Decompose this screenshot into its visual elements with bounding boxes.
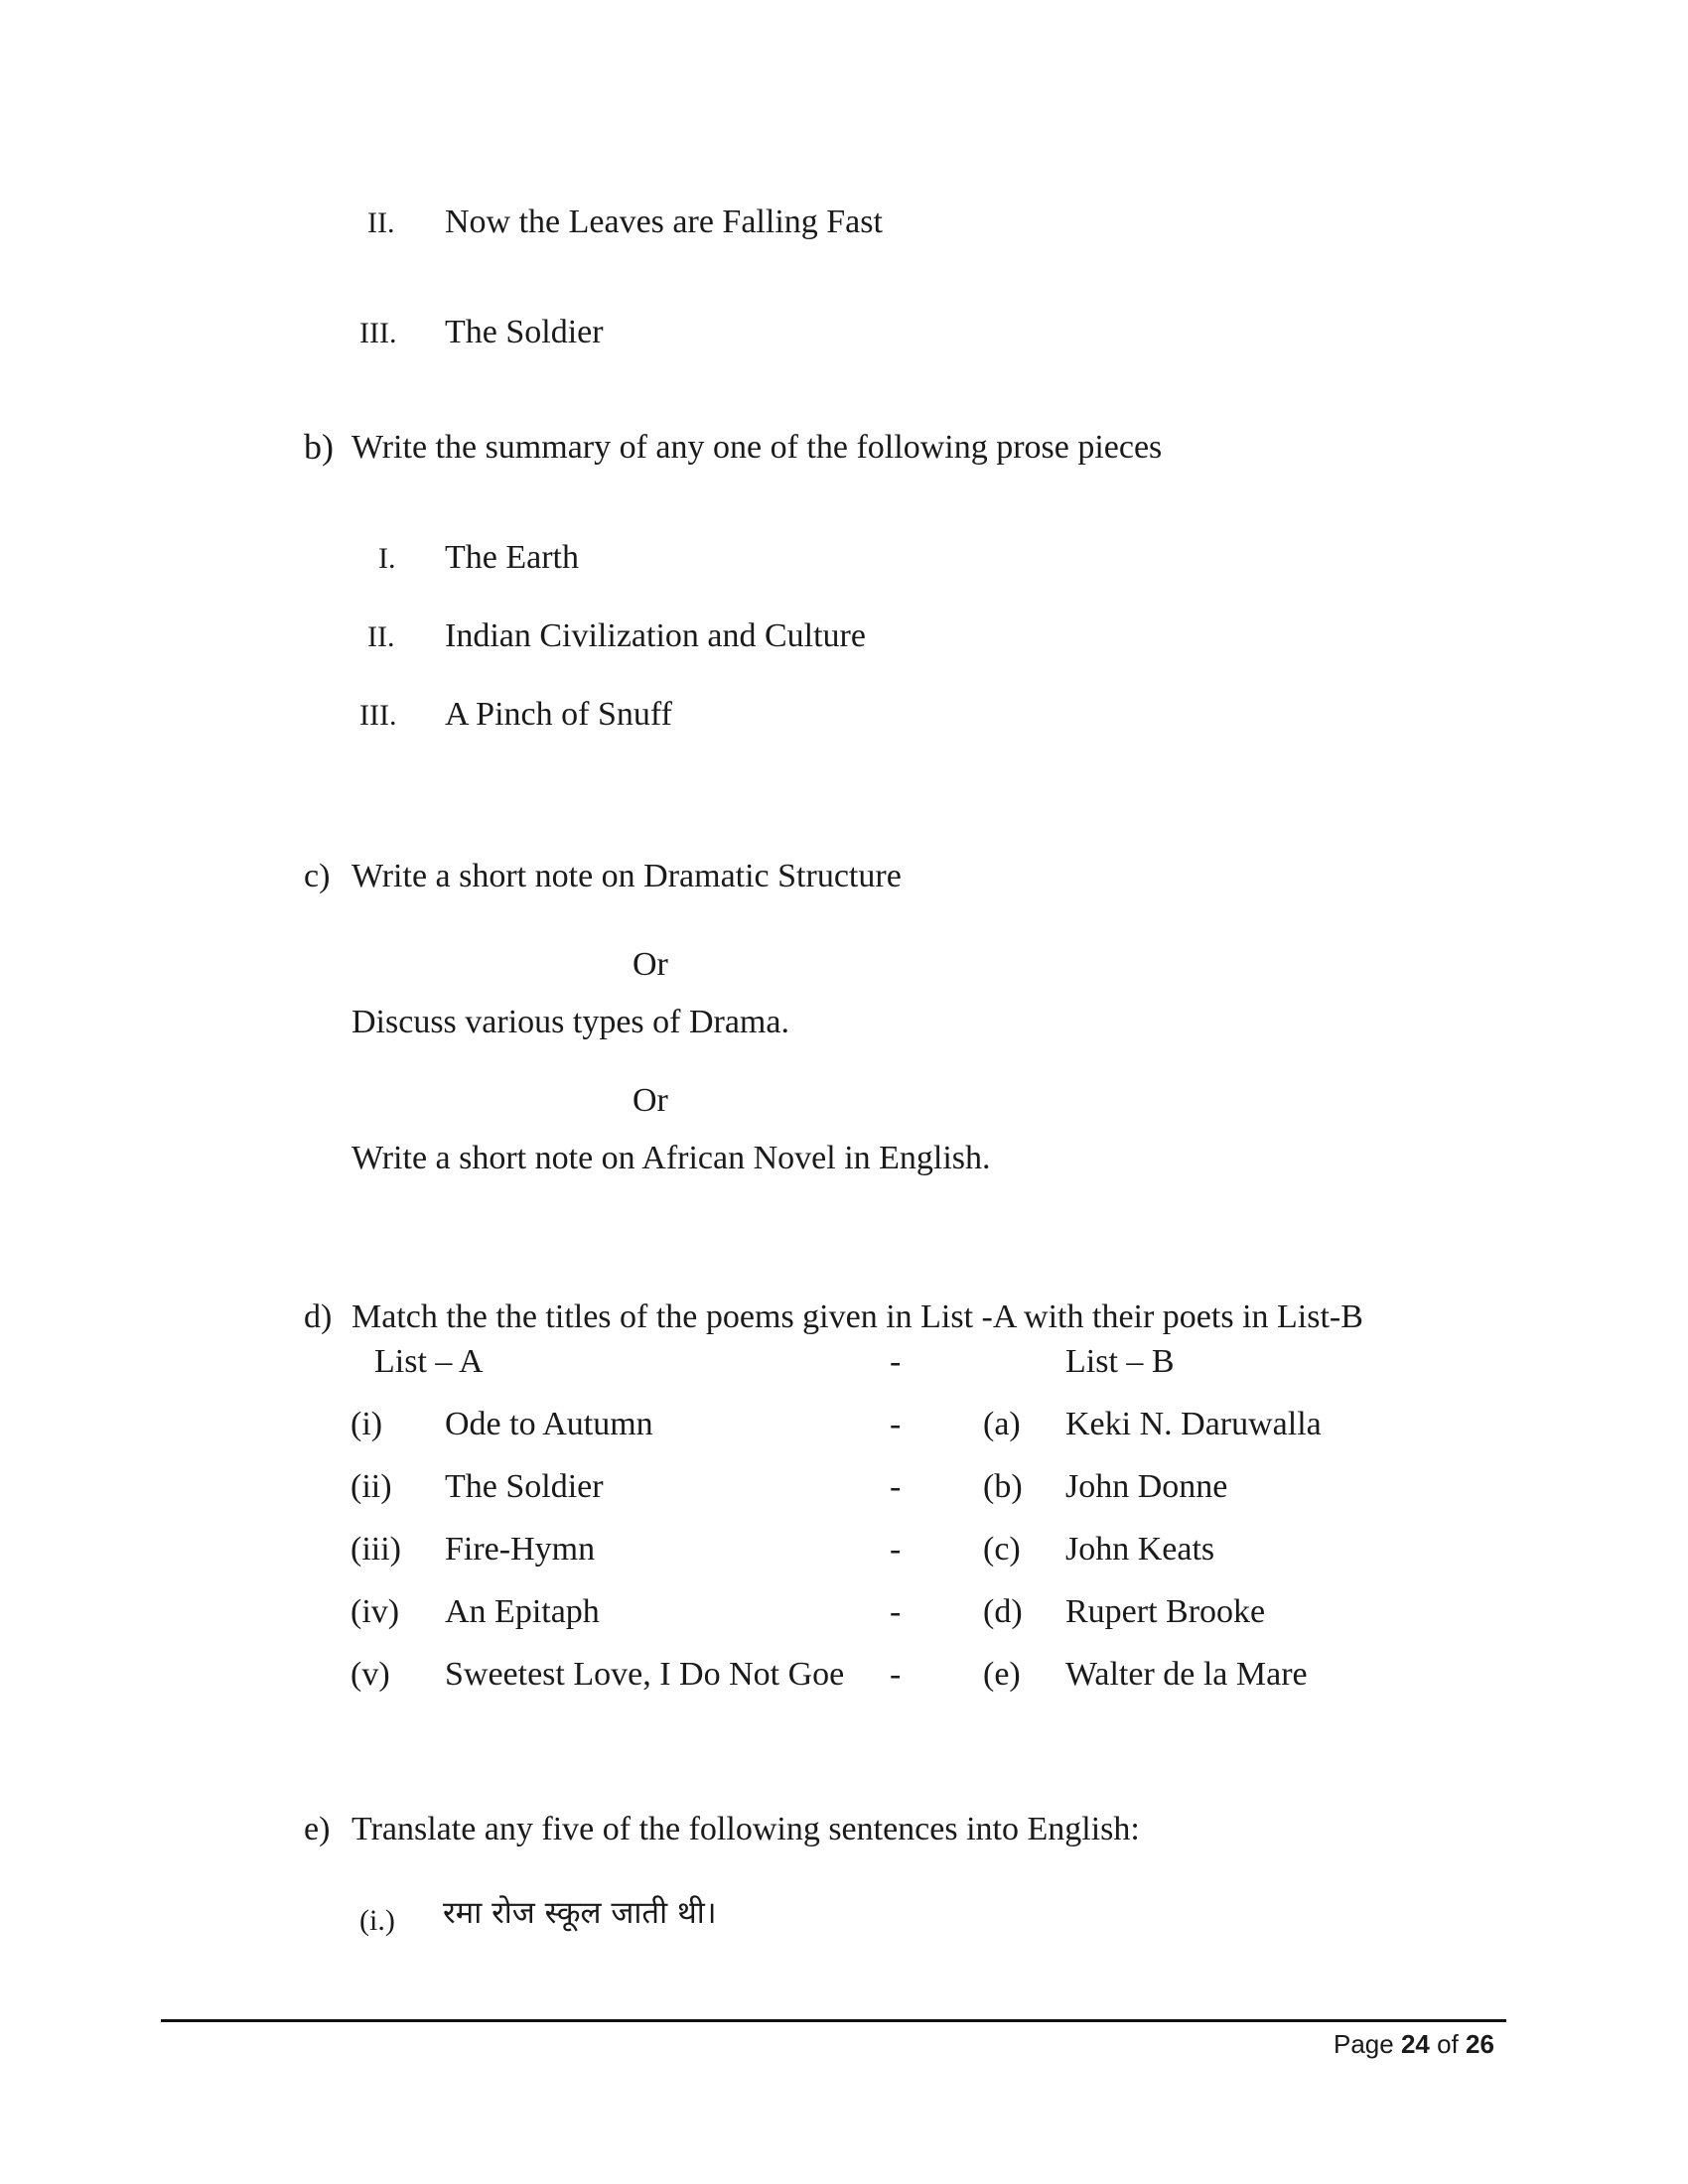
list-b-poet: John Keats [1065,1531,1215,1568]
page-total: 26 [1466,2029,1494,2059]
list-a-title: Sweetest Love, I Do Not Goe [445,1656,845,1693]
question-prompt: Write the summary of any one of the following prose pieces [352,429,1163,466]
list-item-number: (i.) [359,1904,395,1937]
list-item-text: The Soldier [445,314,604,350]
list-item-text: Now the Leaves are Falling Fast [445,204,883,240]
list-b-letter: (e) [983,1656,1021,1693]
row-dash: - [890,1406,902,1442]
question-prompt: Match the the titles of the poems given in List -A with their poets in List-B [352,1298,1363,1335]
footer-divider [161,2019,1506,2022]
list-a-title: An Epitaph [445,1593,600,1630]
or-separator: Or [633,1082,668,1119]
list-item-text: Indian Civilization and Culture [445,617,866,654]
list-a-number: (iv) [351,1593,400,1630]
list-b-letter: (b) [983,1468,1023,1505]
question-label: c) [304,858,331,894]
alternative-question: Write a short note on African Novel in English. [352,1140,991,1176]
list-item-number: III. [359,317,397,349]
list-a-number: (i) [351,1406,383,1442]
list-a-title: Fire-Hymn [445,1531,596,1568]
page-word: Page [1334,2029,1394,2059]
row-dash: - [890,1531,902,1568]
header-dash: - [890,1343,902,1380]
question-label: b) [304,427,334,467]
or-separator: Or [633,946,668,983]
row-dash: - [890,1593,902,1630]
question-label: e) [304,1811,331,1847]
page-number [1334,2029,1494,2060]
of-word: of [1437,2029,1459,2059]
list-item-number: I. [378,542,396,575]
alternative-question: Discuss various types of Drama. [352,1004,789,1040]
list-b-letter: (c) [983,1531,1021,1568]
row-dash: - [890,1656,902,1693]
list-a-number: (v) [351,1656,390,1693]
list-a-header: List – A [374,1343,484,1380]
question-prompt: Translate any five of the following sentences into English: [352,1811,1140,1847]
list-a-title: The Soldier [445,1468,604,1505]
list-b-poet: Walter de la Mare [1065,1656,1308,1693]
list-b-letter: (d) [983,1593,1023,1630]
list-item-number: II. [367,620,395,653]
list-item-number: III. [359,699,397,732]
list-b-poet: Rupert Brooke [1065,1593,1266,1630]
question-prompt: Write a short note on Dramatic Structure [352,858,902,894]
list-item-number: II. [367,206,395,239]
row-dash: - [890,1468,902,1505]
list-b-header: List – B [1065,1343,1175,1380]
list-b-poet: Keki N. Daruwalla [1065,1406,1322,1442]
list-a-title: Ode to Autumn [445,1406,653,1442]
hindi-sentence: रमा रोज स्कूल जाती थी। [443,1895,717,1931]
question-label: d) [304,1298,333,1335]
list-item-text: A Pinch of Snuff [445,696,672,733]
list-b-poet: John Donne [1065,1468,1228,1505]
list-item-text: The Earth [445,539,579,576]
list-a-number: (ii) [351,1468,392,1505]
page-current: 24 [1400,2029,1430,2059]
list-b-letter: (a) [983,1406,1021,1442]
list-a-number: (iii) [351,1531,401,1568]
